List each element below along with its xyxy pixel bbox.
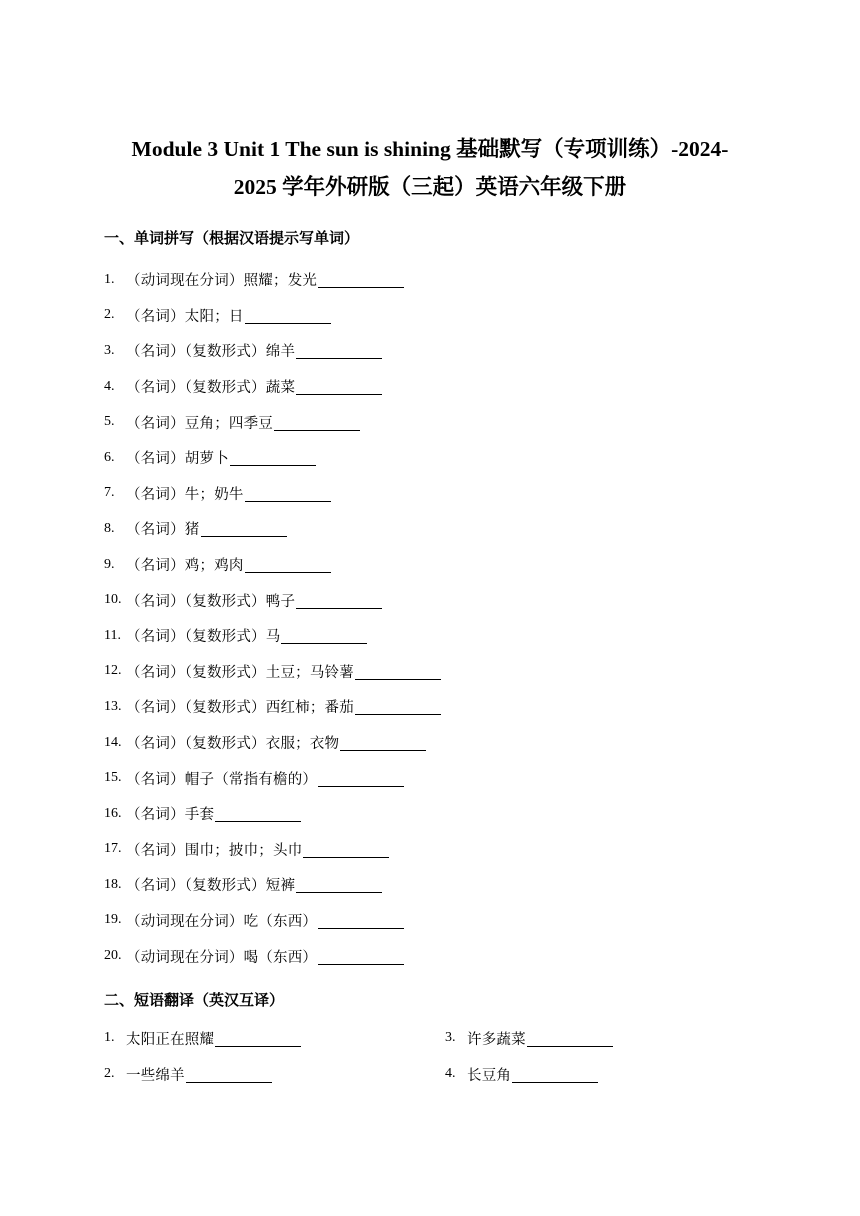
item-number: 1. <box>104 271 115 287</box>
item-prompt: （名词）猪 <box>126 522 200 539</box>
item-prompt: （名词）牛；奶牛 <box>126 486 244 503</box>
list-item <box>104 333 441 369</box>
item-prompt: （名词）豆角；四季豆 <box>126 415 273 432</box>
list-item <box>104 582 441 618</box>
item-prompt: 长豆角 <box>467 1067 512 1084</box>
item-prompt: （动词现在分词）吃（东西） <box>126 913 318 930</box>
answer-blank[interactable] <box>215 1032 301 1047</box>
answer-blank[interactable] <box>274 416 360 431</box>
answer-blank[interactable] <box>512 1068 598 1083</box>
answer-blank[interactable] <box>355 665 441 680</box>
list-item <box>104 618 441 654</box>
item-number: 6. <box>104 449 115 465</box>
item-number: 5. <box>104 414 115 430</box>
item-number: 18. <box>104 876 122 892</box>
item-prompt: （名词）胡萝卜 <box>126 451 229 468</box>
answer-blank[interactable] <box>296 344 382 359</box>
phrase-item <box>104 1062 272 1086</box>
item-prompt: （名词）帽子（常指有檐的） <box>126 771 318 788</box>
item-number: 7. <box>104 485 115 501</box>
item-number: 4. <box>104 378 115 394</box>
answer-blank[interactable] <box>296 594 382 609</box>
phrase-item <box>445 1026 613 1050</box>
item-prompt: （名词）（复数形式）衣服；衣物 <box>126 736 340 753</box>
item-number: 8. <box>104 520 115 536</box>
item-prompt: （名词）（复数形式）蔬菜 <box>126 380 296 397</box>
item-prompt: （名词）鸡；鸡肉 <box>126 558 244 575</box>
answer-blank[interactable] <box>355 700 441 715</box>
item-number: 3. <box>445 1030 456 1045</box>
list-item <box>104 867 441 903</box>
item-number: 12. <box>104 663 122 679</box>
item-number: 20. <box>104 948 122 964</box>
item-number: 14. <box>104 734 122 750</box>
list-item <box>104 832 441 868</box>
list-item <box>104 689 441 725</box>
answer-blank[interactable] <box>527 1032 613 1047</box>
item-prompt: （名词）手套 <box>126 807 215 824</box>
list-item <box>104 938 441 974</box>
section-2-heading: 二、短语翻译（英汉互译） <box>104 991 285 1009</box>
title-line-2: 2025 学年外研版（三起）英语六年级下册 <box>233 175 627 199</box>
item-number: 17. <box>104 841 122 857</box>
item-number: 2. <box>104 307 115 323</box>
item-prompt: （名词）太阳；日 <box>126 308 244 325</box>
item-number: 9. <box>104 556 115 572</box>
list-item <box>104 440 441 476</box>
item-prompt: （名词）（复数形式）土豆；马铃薯 <box>126 664 354 681</box>
phrase-item <box>104 1026 301 1050</box>
document-title <box>100 130 760 206</box>
item-prompt: 许多蔬菜 <box>467 1031 526 1048</box>
item-prompt: （名词）（复数形式）马 <box>126 629 281 646</box>
title-line-1: Module 3 Unit 1 The sun is shining 基础默写（专项训练）-2024- <box>131 137 729 161</box>
list-item <box>104 547 441 583</box>
answer-blank[interactable] <box>215 807 301 822</box>
item-number: 13. <box>104 698 122 714</box>
answer-blank[interactable] <box>318 950 404 965</box>
answer-blank[interactable] <box>245 309 331 324</box>
answer-blank[interactable] <box>318 273 404 288</box>
item-prompt: （名词）（复数形式）短裤 <box>126 878 296 895</box>
item-number: 19. <box>104 912 122 928</box>
answer-blank[interactable] <box>318 914 404 929</box>
section-1-heading: 一、单词拼写（根据汉语提示写单词） <box>104 229 360 247</box>
list-item <box>104 262 441 298</box>
answer-blank[interactable] <box>186 1068 272 1083</box>
answer-blank[interactable] <box>318 772 404 787</box>
answer-blank[interactable] <box>340 736 426 751</box>
item-prompt: （动词现在分词）喝（东西） <box>126 949 318 966</box>
list-item <box>104 796 441 832</box>
item-number: 15. <box>104 770 122 786</box>
item-prompt: 太阳正在照耀 <box>126 1031 215 1048</box>
item-prompt: （动词现在分词）照耀；发光 <box>126 273 318 290</box>
answer-blank[interactable] <box>303 843 389 858</box>
answer-blank[interactable] <box>245 487 331 502</box>
list-item <box>104 511 441 547</box>
list-item <box>104 725 441 761</box>
answer-blank[interactable] <box>230 451 316 466</box>
item-number: 10. <box>104 592 122 608</box>
list-item <box>104 298 441 334</box>
item-number: 3. <box>104 342 115 358</box>
item-prompt: 一些绵羊 <box>126 1067 185 1084</box>
item-number: 11. <box>104 627 121 643</box>
answer-blank[interactable] <box>281 629 367 644</box>
item-prompt: （名词）（复数形式）绵羊 <box>126 344 296 361</box>
answer-blank[interactable] <box>296 380 382 395</box>
item-number: 1. <box>104 1030 115 1045</box>
answer-blank[interactable] <box>245 558 331 573</box>
answer-blank[interactable] <box>201 522 287 537</box>
answer-blank[interactable] <box>296 878 382 893</box>
list-item <box>104 369 441 405</box>
item-number: 2. <box>104 1066 115 1081</box>
item-number: 16. <box>104 805 122 821</box>
list-item <box>104 903 441 939</box>
item-number: 4. <box>445 1066 456 1081</box>
list-item <box>104 476 441 512</box>
list-item <box>104 404 441 440</box>
item-prompt: （名词）（复数形式）西红柿；番茄 <box>126 700 354 717</box>
phrase-item <box>445 1062 598 1086</box>
word-spelling-list <box>104 262 441 974</box>
item-prompt: （名词）（复数形式）鸭子 <box>126 593 296 610</box>
list-item <box>104 760 441 796</box>
list-item <box>104 654 441 690</box>
item-prompt: （名词）围巾；披巾；头巾 <box>126 842 303 859</box>
